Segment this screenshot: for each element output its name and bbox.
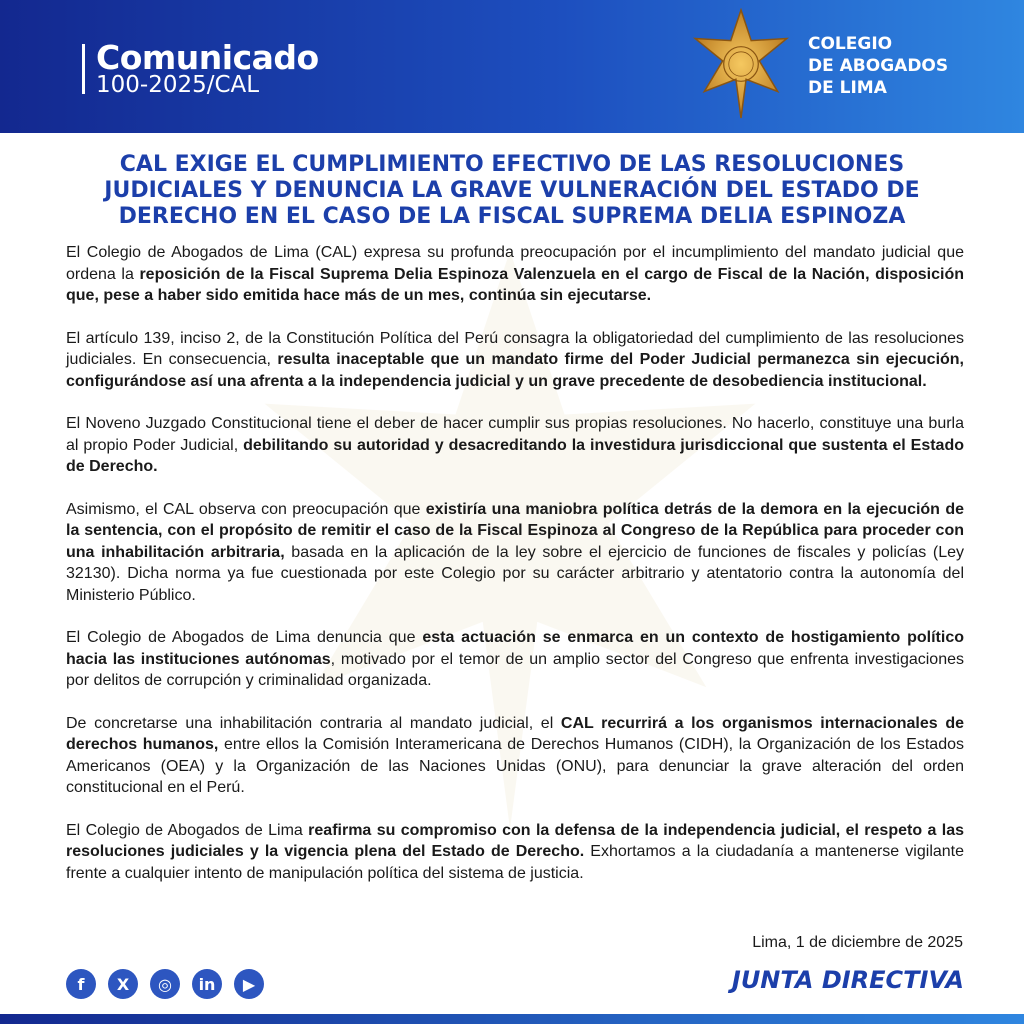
bold-run: debilitando su autoridad y desacreditando la investidura jurisdiccional que sustenta el Estado de Derecho. <box>66 436 965 475</box>
header-banner <box>0 0 1024 133</box>
bold-run: reposición de la Fiscal Suprema Delia Espinoza Valenzuela en el cargo de Fiscal de la Nación, disposición que, pese a haber sido emitida hace más de un mes, continúa sin ejecutarse. <box>66 265 964 304</box>
paragraph <box>66 499 964 607</box>
gold-star-emblem-icon <box>690 8 792 120</box>
headline-line: CAL EXIGE EL CUMPLIMIENTO EFECTIVO DE LAS RESOLUCIONES <box>119 152 905 177</box>
bold-run: reafirma su compromiso con la defensa de la independencia judicial, el respeto a las resoluciones judiciales y la vigencia plena del Estado de Derecho. <box>66 821 964 860</box>
text-run: entre ellos la Comisión Interamericana de Derechos Humanos (CIDH), la Organización de los Estados Americanos (OEA) y la Organización de las Naciones Unidas (ONU), para denunciar la grave alteración del orden constitucional en el Perú. <box>66 736 964 796</box>
paragraph <box>66 328 964 393</box>
paragraph <box>66 820 964 885</box>
headline-line: JUDICIALES Y DENUNCIA LA GRAVE VULNERACIÓN DEL ESTADO DE <box>104 178 920 203</box>
paragraph <box>66 413 964 478</box>
comunicado-label: Comunicado <box>96 38 319 77</box>
text-run: basada en la aplicación de la ley sobre el ejercicio de funciones de fiscales y policías (Ley 32130). Dicha norma ya fue cuestionada por este Colegio por su carácter arbitrario y atentatorio contra la autonomía del Ministerio Público. <box>66 543 965 604</box>
text-run: El Colegio de Abogados de Lima denuncia que <box>66 629 423 646</box>
instagram-icon[interactable]: ◎ <box>150 969 180 999</box>
text-run: , motivado por el temor de un amplio sector del Congreso que enfrenta investigaciones por delitos de corrupción y criminalidad organizada. <box>66 650 965 689</box>
linkedin-icon[interactable]: in <box>192 969 222 999</box>
headline <box>70 152 954 230</box>
text-run: El artículo 139, inciso 2, de la Constitución Política del Perú consagra la obligatoriedad del cumplimiento de las resoluciones judiciales. En consecuencia, <box>66 329 964 368</box>
org-line: COLEGIO <box>808 34 893 54</box>
text-run: Asimismo, el CAL observa con preocupación que <box>66 500 426 518</box>
social-links <box>66 969 264 1001</box>
paragraph <box>66 627 964 692</box>
org-line: DE LIMA <box>808 78 887 98</box>
text-run: El Colegio de Abogados de Lima <box>66 821 309 839</box>
statement-body <box>66 242 964 905</box>
text-run: De concretarse una inhabilitación contraria al mandato judicial, el <box>66 714 561 732</box>
headline-line: DERECHO EN EL CASO DE LA FISCAL SUPREMA DELIA ESPINOZA <box>118 204 906 229</box>
comunicado-number: 100-2025/CAL <box>96 72 260 98</box>
text-run: El Colegio de Abogados de Lima (CAL) expresa su profunda preocupación por el incumplimiento del mandato judicial que ordena la <box>66 244 964 283</box>
signature: JUNTA DIRECTIVA <box>731 966 964 994</box>
text-run: El Noveno Juzgado Constitucional tiene el deber de hacer cumplir sus propias resoluciones. No hacerlo, constituye una burla al propio Poder Judicial, <box>66 415 964 454</box>
youtube-icon[interactable]: ▶ <box>234 969 264 999</box>
paragraph <box>66 242 964 307</box>
organization-name <box>808 33 948 99</box>
org-line: DE ABOGADOS <box>808 56 949 76</box>
x-icon[interactable]: X <box>108 969 138 999</box>
bold-run: resulta inaceptable que un mandato firme del Poder Judicial permanezca sin ejecución, configurándose así una afrenta a la independencia judicial y un grave precedente de desobediencia institucional. <box>66 351 964 390</box>
bold-run: existiría una maniobra política detrás de la demora en la ejecución de la sentencia, con el propósito de remitir el caso de la Fiscal Espinoza al Congreso de la República para proceder con una inhabilitación arbitraria, <box>66 500 964 561</box>
date-line: Lima, 1 de diciembre de 2025 <box>752 934 963 951</box>
bold-run: CAL recurrirá a los organismos internacionales de derechos humanos, <box>66 714 964 753</box>
bold-run: esta actuación se enmarca en un contexto de hostigamiento político hacia las instituciones autónomas <box>66 629 964 668</box>
title-divider <box>82 44 85 94</box>
paragraph <box>66 713 964 799</box>
facebook-icon[interactable]: f <box>66 969 96 999</box>
footer-bar <box>0 1014 1024 1024</box>
text-run: Exhortamos a la ciudadanía a mantenerse vigilante frente a cualquier intento de manipulación política del sistema de justicia. <box>66 843 965 882</box>
